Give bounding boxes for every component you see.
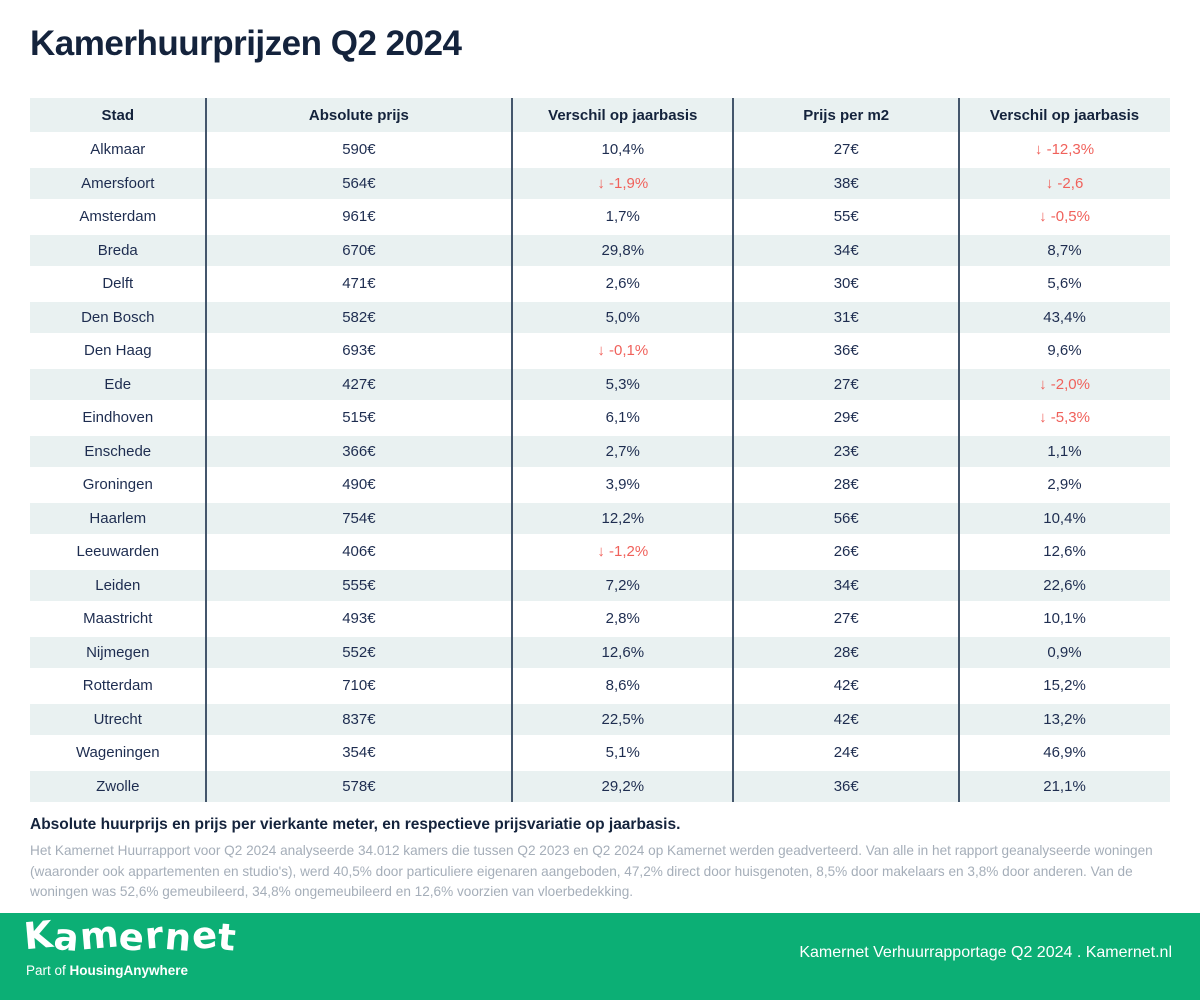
value-cell: 555€ — [342, 576, 376, 594]
value-cell: 21,1% — [1043, 777, 1086, 795]
city-cell: Amsterdam — [79, 208, 157, 226]
value-cell: 6,1% — [605, 409, 640, 427]
page-title: Kamerhuurprijzen Q2 2024 — [30, 24, 462, 63]
table-row — [30, 603, 1170, 635]
table-row — [30, 168, 1170, 200]
value-cell: ↓ -2,6 — [1045, 174, 1084, 192]
table-row — [30, 570, 1170, 602]
value-cell: 2,9% — [1047, 476, 1082, 494]
table-row — [30, 369, 1170, 401]
value-cell: 34€ — [833, 241, 859, 259]
value-cell: 22,5% — [601, 710, 645, 728]
header-verschil-jaarbasis-1: Verschil op jaarbasis — [548, 106, 698, 124]
table-row — [30, 704, 1170, 736]
value-cell: ↓ -1,9% — [597, 174, 649, 192]
value-cell: 582€ — [342, 308, 376, 326]
table-row — [30, 637, 1170, 669]
header-absolute-prijs: Absolute prijs — [308, 106, 409, 124]
city-cell: Leiden — [95, 576, 141, 594]
value-cell: 961€ — [342, 208, 376, 226]
value-cell: 5,6% — [1047, 275, 1082, 293]
value-cell: 10,4% — [601, 141, 645, 159]
value-cell: 0,9% — [1047, 643, 1082, 661]
value-cell: 1,7% — [605, 208, 640, 226]
city-cell: Enschede — [84, 442, 152, 460]
city-cell: Utrecht — [93, 710, 142, 728]
logo-subtitle-brand: HousingAnywhere — [69, 963, 189, 978]
value-cell: 34€ — [833, 576, 859, 594]
value-cell: 27€ — [833, 141, 859, 159]
city-cell: Delft — [102, 275, 134, 293]
value-cell: 28€ — [833, 476, 859, 494]
value-cell: 29,8% — [601, 241, 645, 259]
value-cell: 12,2% — [601, 509, 645, 527]
value-cell: ↓ -2,0% — [1039, 375, 1090, 393]
value-cell: 5,0% — [605, 308, 640, 326]
value-cell: 427€ — [342, 375, 376, 393]
value-cell: 670€ — [342, 241, 376, 259]
value-cell: 693€ — [342, 342, 376, 360]
value-cell: 354€ — [342, 744, 376, 762]
report-description: Het Kamernet Huurrapport voor Q2 2024 analyseerde 34.012 kamers die tussen Q2 2023 en Q2 2024 op Kamernet werden geadverteerd. Van alle in het rapport geanalyseerde woningen (waaronder ook appartementen en studio's), werd 40,5% door particuliere eigenaren aangeboden, 47,2% direct door huisgenoten, 8,5% door makelaars en 3,8% door anderen. Van de woningen was 52,6% gemeubileerd, 34,8% ongemeubileerd en 12,6% voorzien van vloerbedekking. — [30, 843, 1153, 900]
value-cell: 36€ — [833, 777, 859, 795]
value-cell: 46,9% — [1043, 744, 1086, 762]
value-cell: 2,7% — [605, 442, 640, 460]
value-cell: ↓ -0,5% — [1039, 208, 1090, 226]
value-cell: 10,1% — [1043, 610, 1086, 628]
value-cell: 471€ — [342, 275, 376, 293]
value-cell: 31€ — [833, 308, 859, 326]
header-prijs-per-m2: Prijs per m2 — [803, 106, 890, 124]
footer-report-label: Kamernet Verhuurrapportage Q2 2024 . Kamernet.nl — [799, 944, 1172, 961]
table-row — [30, 201, 1170, 233]
table-row — [30, 737, 1170, 769]
value-cell: 552€ — [342, 643, 376, 661]
value-cell: 710€ — [342, 677, 376, 695]
value-cell: 754€ — [342, 509, 376, 527]
table-row — [30, 268, 1170, 300]
table-row — [30, 670, 1170, 702]
table-body — [30, 134, 1170, 802]
city-cell: Den Haag — [84, 342, 152, 360]
value-cell: 366€ — [342, 442, 376, 460]
value-cell: ↓ -12,3% — [1034, 141, 1095, 159]
value-cell: 10,4% — [1043, 509, 1086, 527]
value-cell: 515€ — [342, 409, 376, 427]
city-cell: Maastricht — [83, 610, 153, 628]
table-caption: Absolute huurprijs en prijs per vierkante meter, en respectieve prijsvariatie op jaarbasis. — [30, 816, 681, 833]
value-cell: 5,1% — [605, 744, 640, 762]
value-cell: 29€ — [833, 409, 859, 427]
value-cell: 56€ — [833, 509, 859, 527]
city-cell: Wageningen — [75, 744, 160, 762]
value-cell: 26€ — [833, 543, 859, 561]
table-row — [30, 134, 1170, 166]
value-cell: 23€ — [833, 442, 859, 460]
table-row — [30, 335, 1170, 367]
table-header-row — [30, 98, 1170, 132]
footer-bar — [0, 913, 1200, 1000]
value-cell: 8,6% — [605, 677, 640, 695]
value-cell: 38€ — [833, 174, 859, 192]
table-row — [30, 771, 1170, 803]
value-cell: 2,6% — [605, 275, 640, 293]
value-cell: 837€ — [342, 710, 376, 728]
value-cell: 493€ — [342, 610, 376, 628]
value-cell: 8,7% — [1047, 241, 1082, 259]
table-row — [30, 503, 1170, 535]
value-cell: 28€ — [833, 643, 859, 661]
city-cell: Eindhoven — [82, 409, 154, 427]
value-cell: ↓ -5,3% — [1039, 409, 1090, 427]
table-row — [30, 469, 1170, 501]
value-cell: 42€ — [833, 710, 859, 728]
value-cell: 578€ — [342, 777, 376, 795]
value-cell: 24€ — [833, 744, 859, 762]
city-cell: Zwolle — [96, 777, 140, 795]
city-cell: Amersfoort — [81, 174, 155, 192]
logo-subtitle-prefix: Part of — [26, 963, 70, 978]
value-cell: 15,2% — [1043, 677, 1086, 695]
value-cell: 22,6% — [1043, 576, 1086, 594]
value-cell: 5,3% — [605, 375, 640, 393]
value-cell: 43,4% — [1043, 308, 1086, 326]
city-cell: Rotterdam — [82, 677, 153, 695]
city-cell: Nijmegen — [86, 643, 150, 661]
city-cell: Alkmaar — [90, 141, 146, 159]
table-row — [30, 402, 1170, 434]
value-cell: 27€ — [833, 375, 859, 393]
city-cell: Leeuwarden — [76, 543, 160, 561]
value-cell: 30€ — [833, 275, 859, 293]
value-cell: 55€ — [833, 208, 859, 226]
value-cell: 27€ — [833, 610, 859, 628]
kamernet-logo: Kamernet — [22, 912, 239, 961]
city-cell: Den Bosch — [81, 308, 155, 326]
logo-subtitle — [26, 963, 188, 978]
city-cell: Haarlem — [89, 509, 147, 527]
value-cell: 12,6% — [1043, 543, 1086, 561]
value-cell: 2,8% — [605, 610, 640, 628]
value-cell: 36€ — [833, 342, 859, 360]
value-cell: ↓ -0,1% — [597, 342, 649, 360]
header-stad: Stad — [101, 106, 135, 124]
value-cell: 590€ — [342, 141, 376, 159]
value-cell: ↓ -1,2% — [597, 543, 649, 561]
table-row — [30, 436, 1170, 468]
city-cell: Breda — [97, 241, 138, 259]
value-cell: 29,2% — [601, 777, 645, 795]
value-cell: 564€ — [342, 174, 376, 192]
value-cell: 3,9% — [605, 476, 640, 494]
table-row — [30, 235, 1170, 267]
value-cell: 13,2% — [1043, 710, 1086, 728]
value-cell: 490€ — [342, 476, 376, 494]
value-cell: 12,6% — [601, 643, 645, 661]
city-cell: Ede — [104, 375, 132, 393]
table-row — [30, 302, 1170, 334]
header-verschil-jaarbasis-2: Verschil op jaarbasis — [989, 106, 1140, 124]
rent-price-table — [30, 98, 1170, 802]
value-cell: 9,6% — [1047, 342, 1082, 360]
table-row — [30, 536, 1170, 568]
value-cell: 7,2% — [605, 576, 640, 594]
value-cell: 42€ — [833, 677, 859, 695]
city-cell: Groningen — [82, 476, 153, 494]
value-cell: 1,1% — [1047, 442, 1082, 460]
value-cell: 406€ — [342, 543, 376, 561]
